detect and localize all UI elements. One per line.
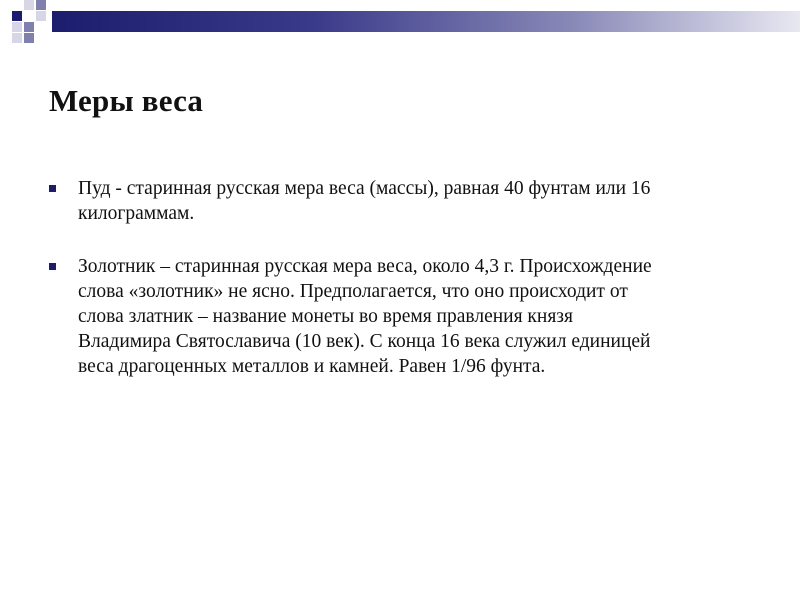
corner-square [12,11,22,21]
bullet-line: веса драгоценных металлов и камней. Равен 1/96 фунта. [78,356,546,377]
bullet-line: слова златник – название монеты во время правления князя [78,306,573,327]
corner-square [36,0,46,10]
corner-square [24,22,34,32]
header-gradient-bar [52,11,800,32]
corner-square [12,33,22,43]
bullet-list [48,176,748,407]
corner-square [24,33,34,43]
bullet-line: слова «золотник» не ясно. Предполагается, что оно происходит от [78,281,628,302]
corner-square [36,11,46,21]
corner-square [24,0,34,10]
bullet-line: Золотник – старинная русская мера веса, около 4,3 г. Происхождение [78,256,652,277]
slide-title: Меры веса [49,83,204,118]
corner-square [12,22,22,32]
bullet-item-zolotnik [48,254,748,379]
bullet-line: Пуд - старинная русская мера веса (массы), равная 40 фунтам или 16 [78,178,651,199]
bullet-line: килограммам. [78,203,195,224]
bullet-item-pud [48,176,748,226]
square-bullet-icon [49,263,56,270]
square-bullet-icon [49,185,56,192]
bullet-line: Владимира Святославича (10 век). С конца 16 века служил единицей [78,331,651,352]
